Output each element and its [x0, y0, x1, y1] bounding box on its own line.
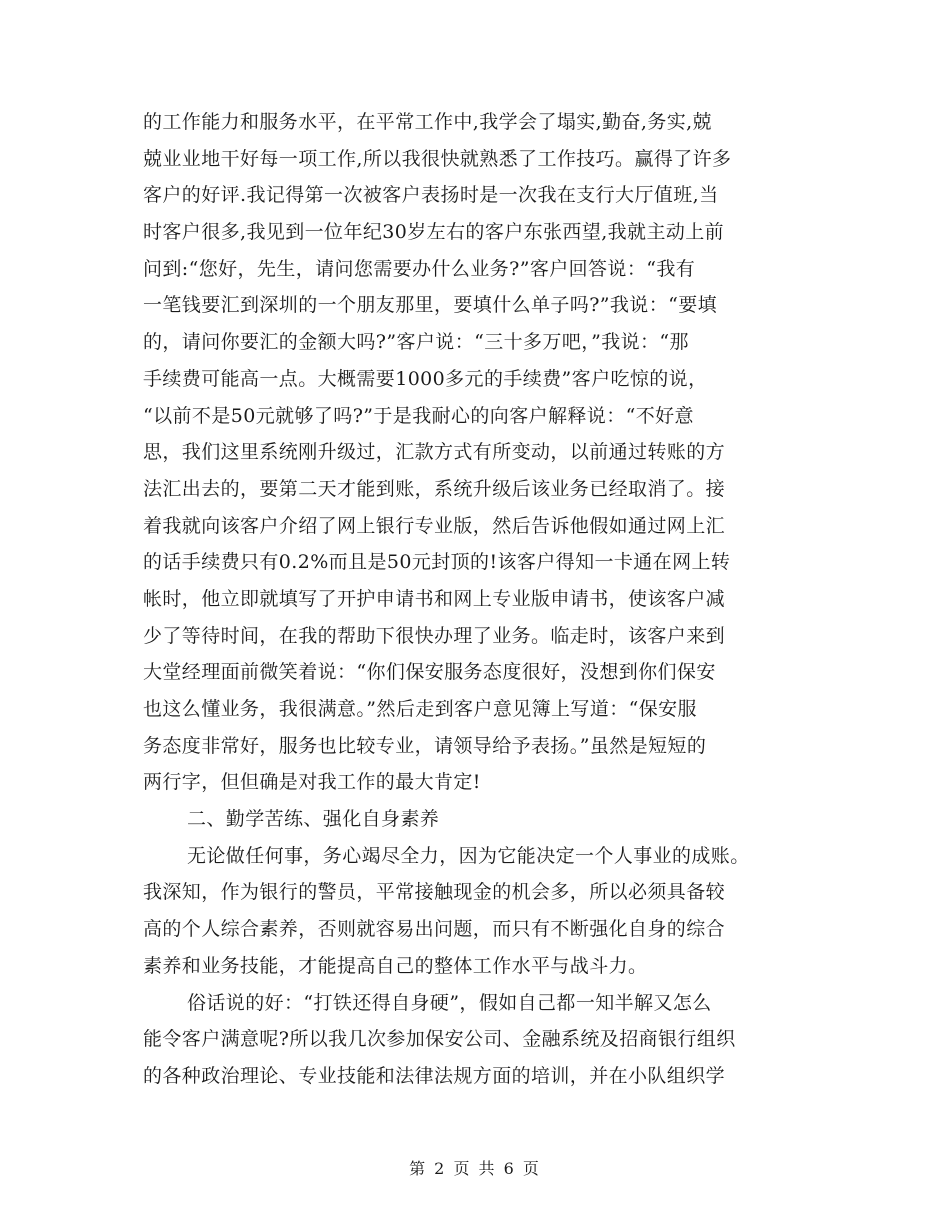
text-line: 思，我们这里系统刚升级过，汇款方式有所变动，以前通过转账的方: [143, 441, 726, 464]
text-line: 的各种政治理论、专业技能和法律法规方面的培训，并在小队组织学: [143, 1064, 726, 1087]
text-line: 素养和业务技能，才能提高自己的整体工作水平与战斗力。: [143, 954, 648, 977]
text-line: 能令客户满意呢?所以我几次参加保安公司、金融系统及招商银行组织: [143, 1028, 736, 1051]
text-line: 少了等待时间，在我的帮助下很快办理了业务。临走时，该客户来到: [143, 624, 726, 647]
text-line: 着我就向该客户介绍了网上银行专业版，然后告诉他假如通过网上汇: [143, 514, 726, 537]
text-line: 帐时，他立即就填写了开护申请书和网上专业版申请书，使该客户减: [143, 587, 726, 610]
document-body: [143, 104, 813, 1095]
text-line: 法汇出去的，要第二天才能到账，系统升级后该业务已经取消了。接: [143, 477, 726, 500]
text-line: 也这么懂业务，我很满意。”然后走到客户意见簿上写道：“保安服: [143, 698, 697, 720]
text-line: 的话手续费只有0.2%而且是50元封顶的!该客户得知一卡通在网上转: [143, 551, 731, 574]
text-line: 两行字，但但确是对我工作的最大肯定!: [143, 771, 481, 794]
text-line: 一笔钱要汇到深圳的一个朋友那里，要填什么单子吗?”我说：“要填: [143, 294, 718, 317]
text-line: 务态度非常好，服务也比较专业，请领导给予表扬。”虽然是短短的: [143, 734, 707, 757]
paragraph-first-line: 俗话说的好：“打铁还得自身硬”，假如自己都一知半解又怎么: [187, 991, 712, 1014]
text-line: 手续费可能高一点。大概需要1000多元的手续费”客户吃惊的说，: [143, 367, 708, 390]
text-line: “以前不是50元就够了吗?”于是我耐心的向客户解释说：“不好意: [143, 404, 694, 427]
text-line: 大堂经理面前微笑着说：“你们保安服务态度很好，没想到你们保安: [143, 661, 716, 684]
section-heading: 二、勤学苦练、强化自身素养: [187, 808, 440, 831]
text-line: 我深知，作为银行的警员，平常接触现金的机会多，所以必须具备较: [143, 881, 726, 904]
page-number-footer: 第 2 页 共 6 页: [409, 1159, 541, 1178]
text-line: 的，请问你要汇的金额大吗?”客户说：“三十多万吧，”我说：“那: [143, 331, 689, 354]
text-line: 客户的好评.我记得第一次被客户表扬时是一次我在支行大厅值班,当: [143, 184, 719, 207]
text-line: 时客户很多,我见到一位年纪30岁左右的客户东张西望,我就主动上前: [143, 221, 725, 244]
text-line: 问到:“您好，先生，请问您需要办什么业务?”客户回答说：“我有: [143, 257, 696, 280]
text-line: 兢业业地干好每一项工作,所以我很快就熟悉了工作技巧。赢得了许多: [143, 147, 732, 170]
text-line: 的工作能力和服务水平，在平常工作中,我学会了塌实,勤奋,务实,兢: [143, 111, 712, 133]
paragraph-first-line: 无论做任何事，务心竭尽全力，因为它能决定一个人事业的成账。: [187, 844, 750, 867]
text-line: 高的个人综合素养，否则就容易出问题，而只有不断强化自身的综合: [143, 918, 726, 941]
